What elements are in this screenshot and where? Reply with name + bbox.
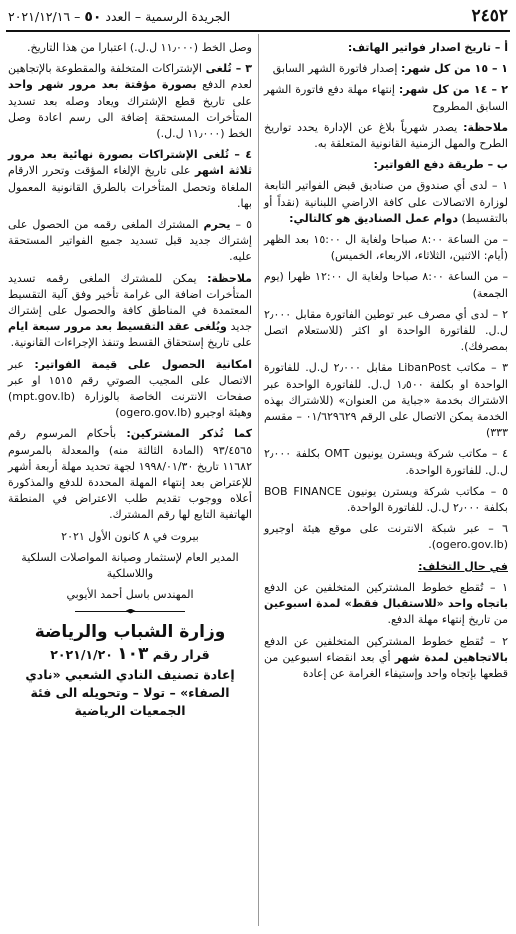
item-3: ٣ – تُلغى الإشتراكات المتخلفة والمقطوعة بالإتجاهين لعدم الدفع بصورة مؤقتة بعد مرور شهر واحد على تاريخ قطع الإشتراك ويعاد وصله بعد تسديد المتأخرات المستحقة إضافة الى رسم اعادة وصل الخط (١١٫٠٠٠ ل.ل.) bbox=[8, 62, 252, 141]
item-a1: ١ – ١٥ من كل شهر: إصدار فاتورة الشهر السابق bbox=[272, 62, 508, 76]
issue-date: ٢٠٢١/١٢/١٦ bbox=[8, 9, 71, 24]
item-4: ٤ – تُلغى الإشتراكات بصورة نهائية بعد مرور ثلاثة اشهر على تاريخ الإلغاء المؤقت وتحرر الارقام الملغاة وتحصل المتأخرات بالطرق القانونية المعمول بها. bbox=[8, 148, 252, 210]
note-reinstate: ملاحظة: يمكن للمشترك الملغى رقمه تسديد المتأخرات اضافة الى غرامة تأخير وفق آلية التقسيط المعتمدة في المناطق كافة والحصول على إشتراك جديد ويُلغى عقد التقسيط بعد مرور سبعة ايام على تاريخ إستحقاق القسط وتنفذ الإجراءات القانونية. bbox=[8, 271, 252, 350]
item-5: ٥ – يحرم المشترك الملغى رقمه من الحصول على إشتراك جديد قبل تسديد جميع الفواتير المستحقة عليه. bbox=[8, 218, 252, 264]
section-b-title: ب – طريقة دفع الفواتير: bbox=[373, 158, 508, 172]
column-divider bbox=[258, 34, 259, 926]
decision-line: قرار رقم ١٠٣ ٢٠٢١/١/٢٠ bbox=[50, 643, 210, 664]
ministry-title: وزارة الشباب والرياضة bbox=[34, 621, 226, 642]
note-a: ملاحظة: يصدر شهرياً بلاغ عن الإدارة يحدد تواريخ الطرح والمهل الزمنية القانونية المتعلقة به. bbox=[264, 120, 509, 151]
page-number: ٢٤٥٢ bbox=[471, 6, 508, 26]
section-a-title: أ – تاريخ اصدار فواتير الهاتف: bbox=[347, 41, 508, 54]
signer-name: المهندس باسل أحمد الأيوبي bbox=[66, 588, 194, 602]
late-2: ٢ – تُقطع خطوط المشتركين المتخلفين عن الدفع بالاتجاهين لمدة شهر أي بعد انقضاء اسبوعين من قطعها بإتجاه واحد وإستيفاء الغرامة عن إعادة bbox=[264, 634, 508, 680]
item-a2: ٢ – ١٤ من كل شهر: إنتهاء مهلة دفع فاتورة الشهر السابق المطروح bbox=[264, 83, 508, 113]
gazette-name: الجريدة الرسمية bbox=[145, 9, 231, 24]
issue-number: ٥٠ bbox=[84, 9, 102, 25]
billing-info: امكانية الحصول على قيمة الفواتير: عبر الاتصال على المجيب الصوتي رقم ١٥١٥ او عبر صفحات الانترنت الخاصة بالوزارة (mpt.gov.lb) وهيئة اوجيرو (ogero.gov.lb) bbox=[8, 357, 253, 420]
late-1: ١ – تُقطع خطوط المشتركين المتخلفين عن الدفع باتجاه واحد «للاستقبال فقط» لمدة اسبوعين من تاريخ إنتهاء مهلة الدفع. bbox=[264, 580, 508, 627]
section-separator bbox=[75, 609, 185, 614]
place-date: بيروت في ٨ كانون الأول ٢٠٢١ bbox=[61, 529, 199, 543]
item-b5: ٥ – مكاتب شركة ويسترن يونيون BOB FINANCE بكلفة ٢٫٠٠٠ ل.ل. للفاتورة الواحدة. bbox=[264, 484, 508, 515]
item-b6: ٦ – عبر شبكة الانترنت على موقع هيئة اوجيرو (ogero.gov.lb). bbox=[264, 522, 508, 552]
hours-weekdays: – من الساعة ٨:٠٠ صباحا ولغاية ال ١٥:٠٠ بعد الظهر (أيام: الاثنين، الثلاثاء، الاربعاء، الخميس) bbox=[264, 233, 508, 263]
signer-title: المدير العام لإستثمار وصيانة المواصلات السلكية واللاسلكية bbox=[21, 550, 239, 581]
item-b2: ٢ – لدى أي مصرف عبر توطين الفاتورة مقابل ٢٫٠٠٠ ل.ل. للفاتورة الواحدة او اكثر (للاستعلام اتصل بمصرفك). bbox=[264, 307, 508, 354]
item-b3: ٣ – مكاتب LibanPost مقابل ٢٫٠٠٠ ل.ل. للفاتورة الواحدة او بكلفة ١٫٥٠٠ ل.ل. للفاتورة الواحدة عبر الاشتراك بخدمة «جباية من العنوان» (للاشتراك بهذه الخدمة يمكن الاتصال على الرقم ٠١/٦٢٩٦٢٩ – مقسم ٣٣٣) bbox=[264, 361, 509, 440]
gazette-masthead: الجريدة الرسمية – العدد ٥٠ – ٢٠٢١/١٢/١٦ bbox=[8, 9, 231, 25]
item-b1: ١ – لدى أي صندوق من صناديق قبض الفواتير التابعة لوزارة الاتصالات على كافة الاراضي اللبنانية (نقداً أو بالتقسيط) دوام عمل الصناديق هو كالتالي: bbox=[264, 179, 508, 225]
continued-text: وصل الخط (١١٫٠٠٠ ل.ل.) اعتبارا من هذا التاريخ. bbox=[26, 41, 252, 54]
hours-friday: – من الساعة ٨:٠٠ صباحا ولغاية ال ١٢:٠٠ ظهرا (يوم الجمعة) bbox=[264, 270, 508, 300]
right-column bbox=[264, 40, 508, 687]
left-column bbox=[8, 40, 252, 720]
issue-label: العدد bbox=[105, 9, 131, 24]
reminder: كما تُذكر المشتركين: بأحكام المرسوم رقم ٩٣/٤٥٦٥ (المادة الثالثة منه) والمعدلة بالمرسوم ١١٦٨٢ تاريخ ١٩٩٨/٠١/٣٠ لجهة تحديد مهلة أربعة أشهر للإعتراض بعد إنتهاء المهلة المحددة للدفع والمذكورة أعلاه ووجوب تقديم طلب الاعتراض في المنطقة الهاتفية التابع لها رقم المشترك. bbox=[8, 427, 252, 522]
page-header bbox=[6, 6, 510, 32]
late-title: في حال التخلف: bbox=[418, 559, 508, 573]
item-b4: ٤ – مكاتب شركة ويسترن يونيون OMT بكلفة ٢٫٠٠٠ ل.ل. للفاتورة الواحدة. bbox=[264, 447, 508, 477]
decision-subject: إعادة تصنيف النادي الشعبي «نادي الصفاء» – تولا – وتحويله الى فئة الجمعيات الرياضية bbox=[25, 666, 235, 718]
